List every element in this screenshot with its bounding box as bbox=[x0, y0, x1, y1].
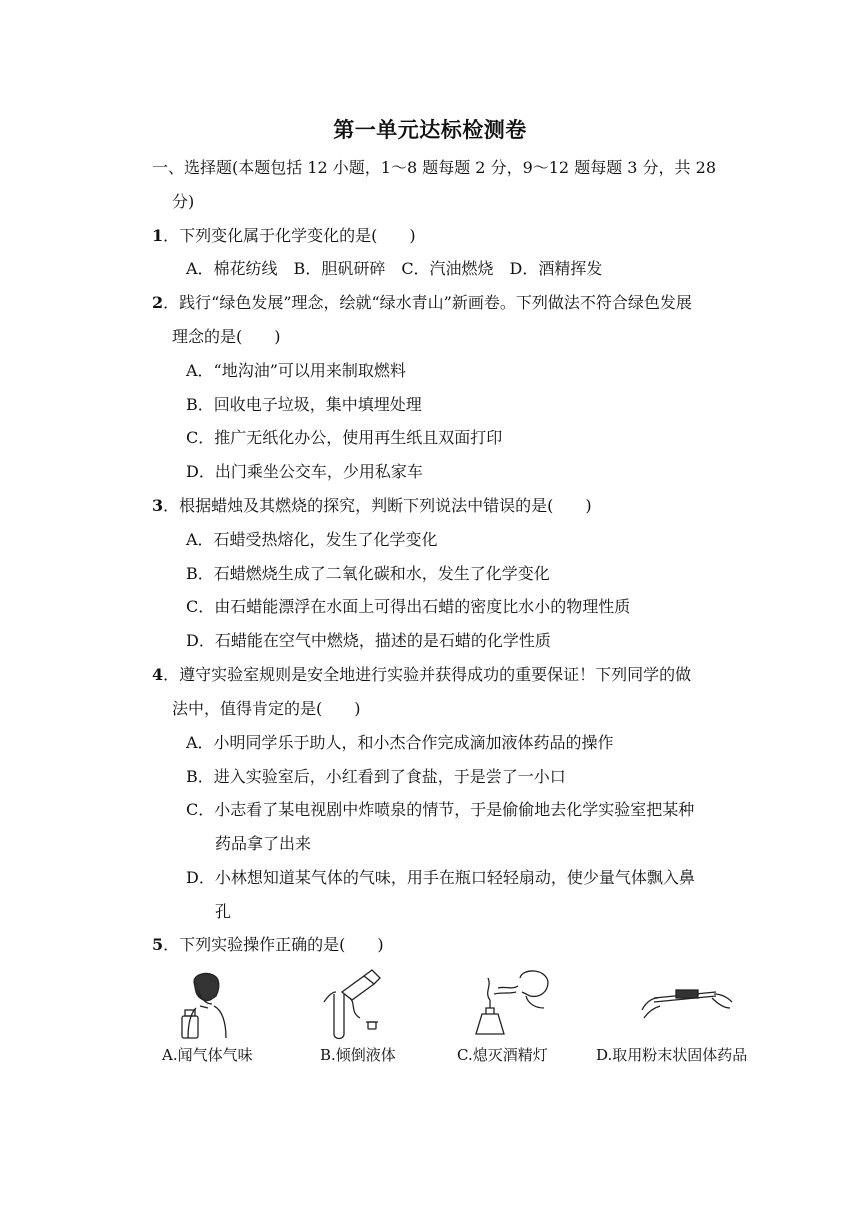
question-number: 4 bbox=[152, 665, 164, 684]
option-d-continued: 孔 bbox=[215, 902, 232, 921]
pour-liquid-figure bbox=[320, 968, 400, 1042]
smell-gas-figure bbox=[170, 968, 250, 1042]
option-a: A．小明同学乐于助人，和小杰合作完成滴加液体药品的操作 bbox=[186, 733, 614, 752]
question-number: 3 bbox=[152, 496, 164, 515]
question-stem-continued: 理念的是( ) bbox=[172, 327, 281, 346]
figure-c-caption: C.熄灭酒精灯 bbox=[457, 1046, 548, 1064]
option-c: C．小志看了某电视剧中炸喷泉的情节，于是偷偷地去化学实验室把某种 bbox=[186, 800, 695, 819]
question-number: 1 bbox=[152, 226, 164, 245]
option-a: A．石蜡受热熔化，发生了化学变化 bbox=[186, 530, 438, 549]
question-1 bbox=[152, 226, 416, 246]
question-2 bbox=[152, 293, 692, 313]
option-c-continued: 药品拿了出来 bbox=[215, 834, 312, 853]
option-d: D．石蜡能在空气中燃烧，描述的是石蜡的化学性质 bbox=[186, 631, 551, 650]
option-d: D．出门乘坐公交车，少用私家车 bbox=[186, 462, 423, 481]
option-b: B．进入实验室后，小红看到了食盐，于是尝了一小口 bbox=[186, 767, 566, 786]
question-stem: ．践行“绿色发展”理念，绘就“绿水青山”新画卷。下列做法不符合绿色发展 bbox=[163, 293, 692, 312]
question-5 bbox=[152, 935, 384, 955]
take-powder-figure bbox=[636, 968, 736, 1042]
figure-b-caption: B.倾倒液体 bbox=[320, 1046, 396, 1064]
option-d: D．小林想知道某气体的气味，用手在瓶口轻轻扇动，使少量气体飘入鼻 bbox=[186, 868, 695, 887]
option-b: B．石蜡燃烧生成了二氧化碳和水，发生了化学变化 bbox=[186, 564, 550, 583]
option-a: A．“地沟油”可以用来制取燃料 bbox=[186, 361, 406, 380]
question-1-options: A．棉花纺线 B．胆矾研碎 C．汽油燃烧 D．酒精挥发 bbox=[186, 259, 603, 278]
section-header-line2: 分) bbox=[172, 192, 195, 211]
question-stem: ．下列变化属于化学变化的是( ) bbox=[163, 226, 416, 245]
figure-a-caption: A.闻气体气味 bbox=[162, 1046, 253, 1064]
question-number: 5 bbox=[152, 935, 164, 954]
question-5-figures bbox=[150, 968, 790, 1068]
question-stem: ．根据蜡烛及其燃烧的探究，判断下列说法中错误的是( ) bbox=[163, 496, 592, 515]
question-number: 2 bbox=[152, 293, 164, 312]
question-4 bbox=[152, 665, 691, 685]
page-title: 第一单元达标检测卷 bbox=[333, 118, 527, 142]
option-c: C．由石蜡能漂浮在水面上可得出石蜡的密度比水小的物理性质 bbox=[186, 597, 631, 616]
section-header-line1: 一、选择题(本题包括 12 小题，1～8 题每题 2 分，9～12 题每题 3 分，共 28 bbox=[152, 158, 716, 177]
question-stem-continued: 法中，值得肯定的是( ) bbox=[172, 699, 361, 718]
question-3 bbox=[152, 496, 592, 516]
option-c: C．推广无纸化办公，使用再生纸且双面打印 bbox=[186, 428, 503, 447]
question-stem: ．遵守实验室规则是安全地进行实验并获得成功的重要保证！下列同学的做 bbox=[163, 665, 692, 684]
option-b: B．回收电子垃圾，集中填埋处理 bbox=[186, 395, 422, 414]
figure-d-caption: D.取用粉末状固体药品 bbox=[596, 1046, 748, 1064]
extinguish-lamp-figure bbox=[468, 968, 558, 1042]
question-stem: ．下列实验操作正确的是( ) bbox=[163, 935, 384, 954]
